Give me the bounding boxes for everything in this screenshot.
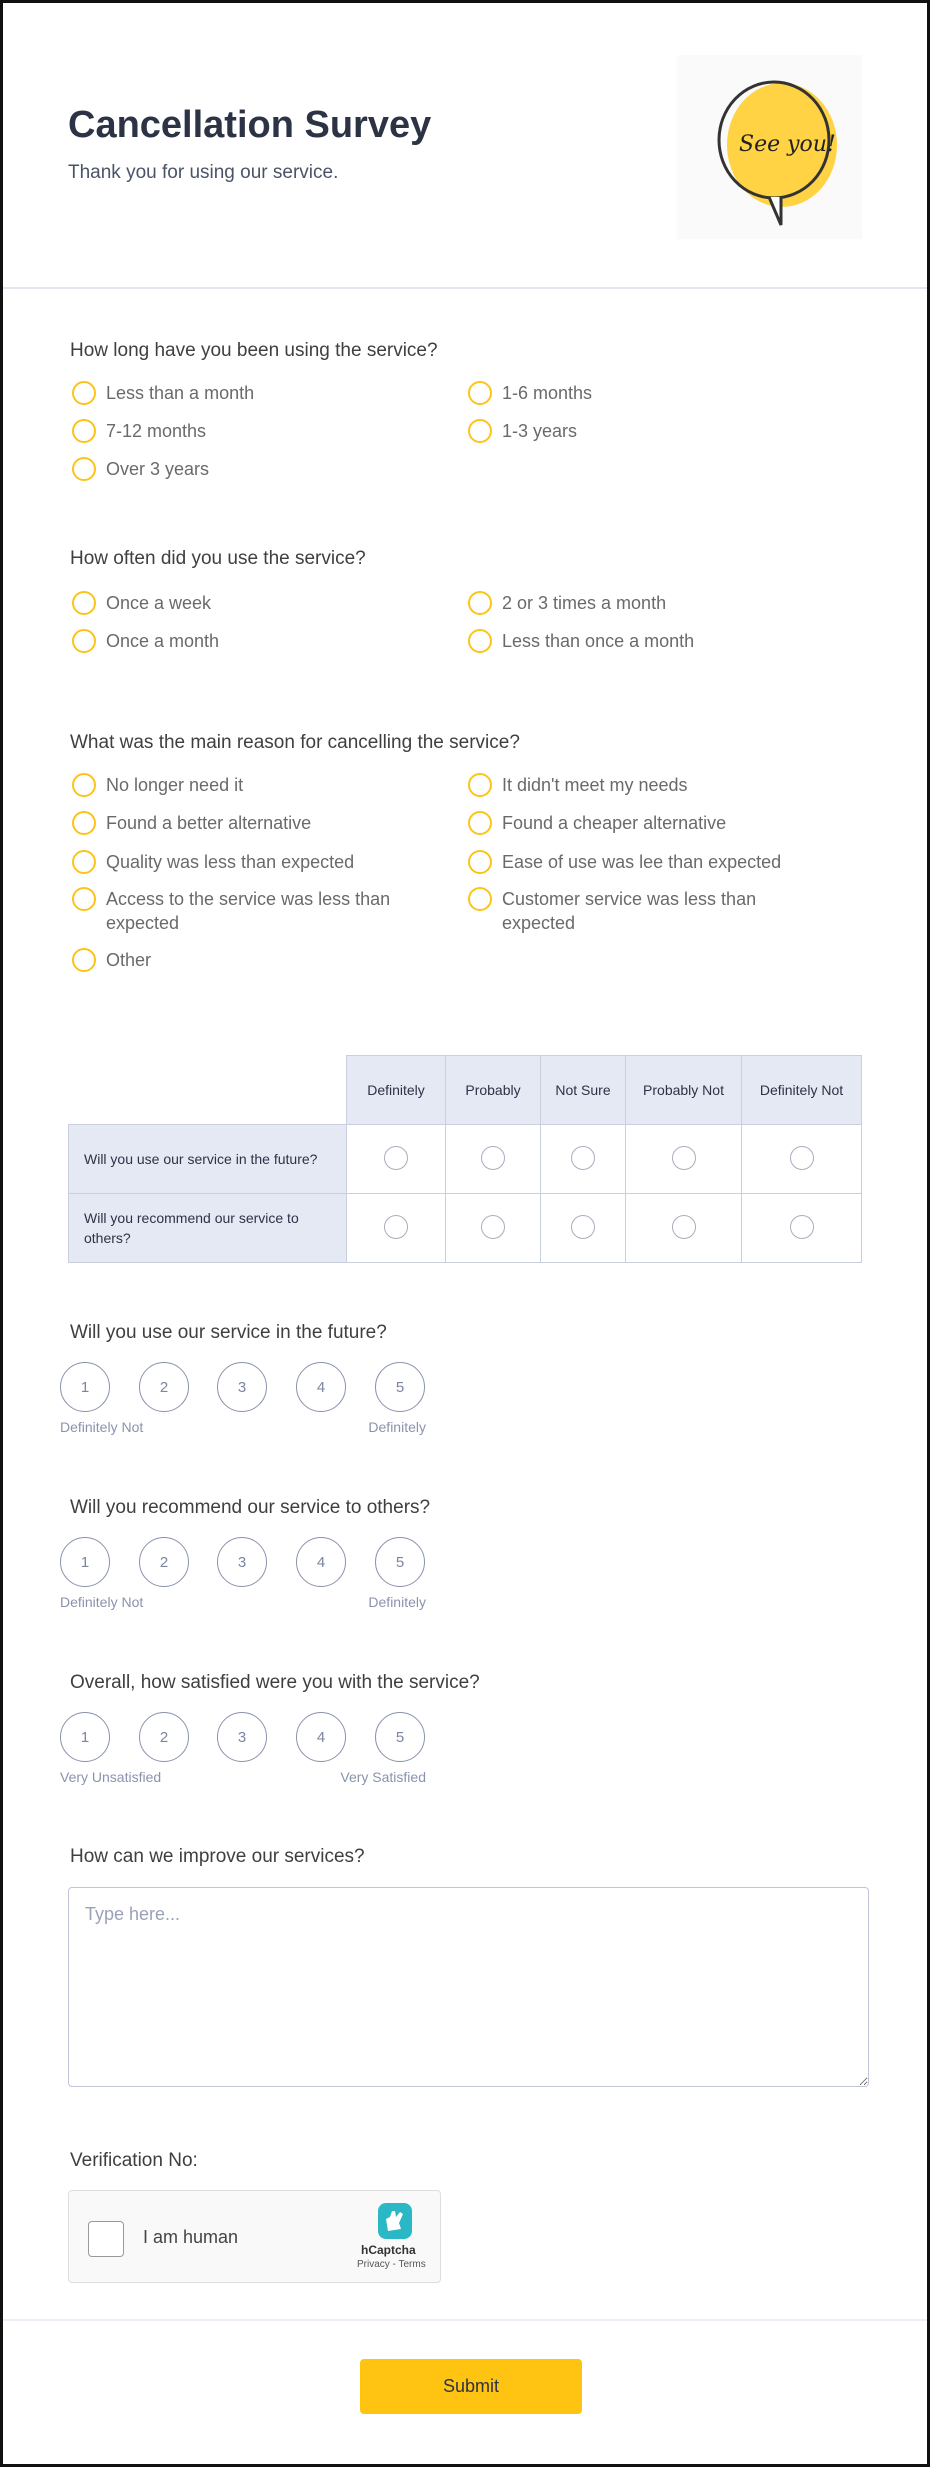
q3-option[interactable] [72,773,243,797]
matrix-col: Probably [446,1056,541,1125]
scale-option[interactable]: 4 [296,1537,346,1587]
q2-option[interactable] [72,591,211,615]
matrix-radio[interactable] [481,1215,505,1239]
q3-option[interactable] [72,850,354,874]
matrix-radio[interactable] [672,1215,696,1239]
q1-label: How long have you been using the service? [70,340,438,361]
scale-low-label: Definitely Not [60,1594,144,1610]
radio-button[interactable] [72,887,96,911]
scale-question: Overall, how satisfied were you with the service? [70,1672,480,1693]
matrix-col: Definitely [347,1056,446,1125]
scale-option[interactable]: 3 [217,1537,267,1587]
radio-button[interactable] [468,850,492,874]
scale-option[interactable]: 4 [296,1362,346,1412]
scale-option[interactable]: 1 [60,1362,110,1412]
q3-option[interactable] [72,948,151,972]
scale-question: Will you recommend our service to others? [70,1497,431,1518]
q2-option[interactable] [72,629,219,653]
matrix-radio[interactable] [384,1215,408,1239]
option-label: Once a month [106,631,220,651]
radio-button[interactable] [72,591,96,615]
captcha-checkbox[interactable] [88,2221,124,2257]
matrix-col: Definitely Not [742,1056,862,1125]
improve-textarea[interactable] [68,1887,869,2087]
option-label: Less than once a month [502,631,695,651]
hcaptcha-links[interactable]: Privacy - Terms [357,2259,426,2270]
q1-option[interactable] [468,419,577,443]
matrix-radio[interactable] [672,1146,696,1170]
option-label: Found a better alternative [106,813,312,833]
q1-option[interactable] [72,457,209,481]
see-you-image [677,55,862,239]
option-label: 2 or 3 times a month [502,593,667,613]
submit-button[interactable]: Submit [360,2359,582,2414]
scale-option[interactable]: 3 [217,1712,267,1762]
radio-button[interactable] [468,591,492,615]
option-label: It didn't meet my needs [502,775,688,795]
hcaptcha-widget [68,2190,441,2283]
option-label: Over 3 years [106,459,210,479]
matrix-radio[interactable] [481,1146,505,1170]
scale-low-label: Definitely Not [60,1419,144,1435]
hcaptcha-brand: hCaptcha [361,2243,416,2257]
option-label: Once a week [106,593,212,613]
matrix-col: Not Sure [541,1056,626,1125]
option-label: Access to the service was less than expected [106,889,391,933]
option-label: Found a cheaper alternative [502,813,727,833]
radio-button[interactable] [72,811,96,835]
likelihood-matrix [68,1055,862,1263]
radio-button[interactable] [468,773,492,797]
scale-option[interactable]: 1 [60,1712,110,1762]
q1-option[interactable] [468,381,592,405]
radio-button[interactable] [72,773,96,797]
radio-button[interactable] [72,850,96,874]
scale-high-label: Definitely [368,1419,426,1435]
improve-label: How can we improve our services? [70,1846,365,1867]
matrix-row [69,1194,862,1263]
matrix-radio[interactable] [571,1215,595,1239]
page-title: Cancellation Survey [68,104,432,146]
matrix-radio[interactable] [790,1215,814,1239]
radio-button[interactable] [72,948,96,972]
scale-option[interactable]: 5 [375,1537,425,1587]
q3-label: What was the main reason for cancelling the service? [70,732,520,753]
matrix-row-label: Will you use our service in the future? [69,1125,347,1194]
q3-option[interactable] [468,887,798,935]
radio-button[interactable] [468,811,492,835]
option-label: Customer service was less than expected [502,889,757,933]
q3-option[interactable] [468,773,688,797]
matrix-col: Probably Not [626,1056,742,1125]
option-label: Quality was less than expected [106,852,355,872]
matrix-row [69,1125,862,1194]
scale-option[interactable]: 5 [375,1712,425,1762]
matrix-radio[interactable] [571,1146,595,1170]
q2-option[interactable] [468,591,666,615]
footer-divider [3,2319,927,2321]
option-label: 7-12 months [106,421,207,441]
scale-low-label: Very Unsatisfied [60,1769,162,1785]
page-subtitle: Thank you for using our service. [68,162,339,183]
radio-button[interactable] [72,419,96,443]
hcaptcha-logo-icon [374,2201,416,2241]
radio-button[interactable] [468,887,492,911]
option-label: 1-6 months [502,383,593,403]
scale-option[interactable]: 3 [217,1362,267,1412]
option-label: Less than a month [106,383,255,403]
radio-button[interactable] [72,457,96,481]
svg-text:See you!: See you! [739,132,836,157]
radio-button[interactable] [468,381,492,405]
option-label: Ease of use was lee than expected [502,852,782,872]
q1-option[interactable] [72,419,206,443]
verification-label: Verification No: [70,2150,198,2171]
q2-option[interactable] [468,629,694,653]
q1-option[interactable] [72,381,254,405]
option-label: No longer need it [106,775,244,795]
scale-option[interactable]: 5 [375,1362,425,1412]
scale-high-label: Definitely [368,1594,426,1610]
scale-option[interactable]: 2 [139,1537,189,1587]
radio-button[interactable] [72,629,96,653]
scale-high-label: Very Satisfied [340,1769,426,1785]
radio-button[interactable] [72,381,96,405]
matrix-radio[interactable] [384,1146,408,1170]
matrix-radio[interactable] [790,1146,814,1170]
radio-button[interactable] [468,629,492,653]
scale-option[interactable]: 4 [296,1712,346,1762]
q3-option[interactable] [72,887,402,935]
scale-question: Will you use our service in the future? [70,1322,387,1343]
scale-option[interactable]: 2 [139,1712,189,1762]
radio-button[interactable] [468,419,492,443]
option-label: 1-3 years [502,421,578,441]
scale-option[interactable]: 2 [139,1362,189,1412]
q3-option[interactable] [468,850,781,874]
q3-option[interactable] [72,811,311,835]
q3-option[interactable] [468,811,726,835]
matrix-row-label: Will you recommend our service to others? [69,1194,347,1263]
captcha-checkbox-label: I am human [143,2227,239,2247]
matrix-corner [69,1056,347,1125]
scale-option[interactable]: 1 [60,1537,110,1587]
option-label: Other [106,950,152,970]
q2-label: How often did you use the service? [70,548,366,569]
header-divider [3,287,927,289]
